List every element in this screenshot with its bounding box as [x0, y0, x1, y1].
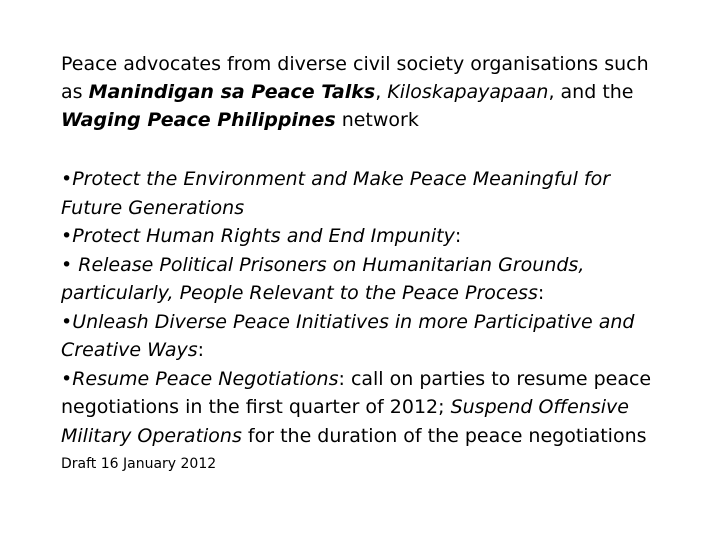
bullet-text-regular: negotiations in the first quarter of 2012; [61, 396, 451, 418]
bullet-text: •Resume Peace Negotiations [61, 367, 339, 390]
intro-text: network [335, 109, 419, 131]
intro-line-1 [61, 50, 671, 78]
bullet-text: • Release Political Prisoners on Humanitarian Grounds, [61, 253, 585, 276]
bullet-peace-initiatives [61, 308, 671, 337]
bullet-text-regular: for the duration of the peace negotiations [241, 424, 647, 447]
draft-date-footnote: Draft 16 January 2012 [61, 456, 217, 472]
org-waging-peace: Waging Peace Philippines [61, 109, 336, 131]
bullet-human-rights [61, 222, 671, 251]
intro-text: Peace advocates from diverse civil society organisations such [61, 53, 649, 75]
bullet-text: •Protect Human Rights and End Impunity [61, 225, 455, 247]
bullet-suffix: : [454, 225, 462, 247]
intro-text: , and the [548, 81, 634, 103]
bullet-resume-negotiations [61, 365, 671, 394]
intro-line-2 [61, 78, 671, 106]
bullet-resume-negotiations-cont [61, 393, 671, 422]
bullet-text: Suspend Offensive [450, 396, 629, 418]
bullet-list [61, 165, 671, 450]
bullet-environment-cont [61, 194, 671, 223]
bullet-text-regular: : call on parties to resume peace [338, 367, 652, 390]
intro-line-3 [61, 106, 671, 134]
intro-text: as [61, 81, 89, 103]
org-manindigan: Manindigan sa Peace Talks [88, 81, 376, 103]
bullet-text: Military Operations [61, 424, 242, 447]
bullet-text: Future Generations [61, 196, 245, 219]
bullet-text: particularly, People Relevant to the Peace Process [61, 282, 538, 304]
intro-paragraph [61, 50, 671, 134]
bullet-political-prisoners [61, 251, 671, 280]
bullet-political-prisoners-cont [61, 279, 671, 308]
org-kiloskapayapaan: Kiloskapayapaan [387, 81, 549, 103]
bullet-suffix: : [197, 339, 205, 361]
bullet-environment [61, 165, 671, 194]
intro-separator: , [375, 81, 388, 103]
bullet-resume-negotiations-cont2 [61, 422, 671, 451]
bullet-text: Creative Ways [61, 339, 198, 361]
bullet-text: •Unleash Diverse Peace Initiatives in more Participative and [61, 310, 635, 333]
bullet-text: •Protect the Environment and Make Peace Meaningful for [61, 168, 611, 190]
bullet-suffix: : [537, 282, 545, 304]
bullet-peace-initiatives-cont [61, 336, 671, 365]
